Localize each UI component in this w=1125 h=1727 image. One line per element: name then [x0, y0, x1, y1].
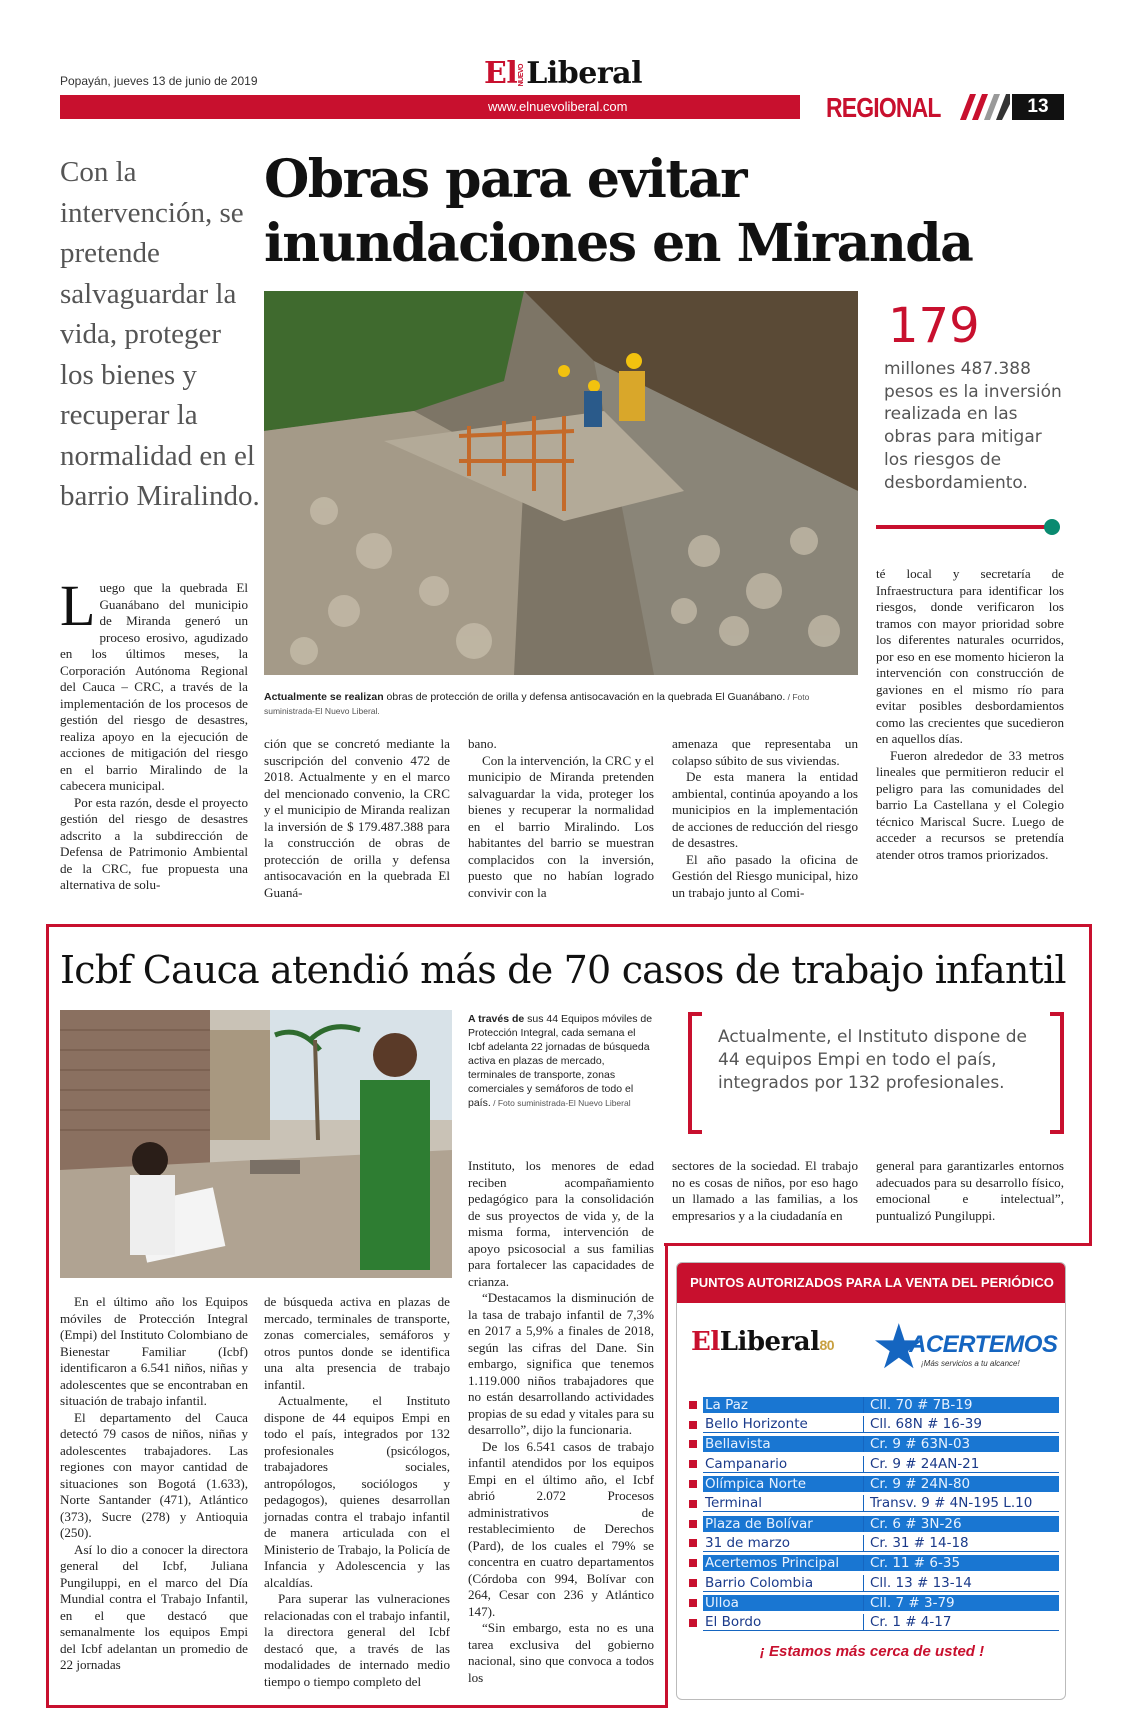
sales-point-row [685, 1553, 1059, 1573]
sales-points-ad [676, 1262, 1066, 1700]
bullet-icon [689, 1539, 697, 1547]
sales-point-address: Cr. 1 # 4-17 [863, 1614, 1059, 1631]
sales-point-row [685, 1593, 1059, 1613]
newspaper-logo[interactable]: ElNUEVOLiberal [484, 56, 642, 91]
sales-point-row [685, 1454, 1059, 1474]
stat-text: millones 487.388 pesos es la inversión realizada en las obras para mitigar los riesgos de desbordamiento. [884, 359, 1062, 493]
ad-liberal-logo: ElLiberal80 [691, 1327, 835, 1357]
sales-point-name: Bello Horizonte [703, 1416, 863, 1433]
sales-point-row [685, 1435, 1059, 1455]
article2-column-5: general para garantizarles entornos adecuados para su desarrollo físico, emocional e intelectual”, puntualizó Pungiluppi. [876, 1158, 1064, 1223]
bullet-icon [689, 1579, 697, 1587]
bullet-icon [689, 1619, 697, 1627]
sales-point-name: Acertemos Principal [703, 1555, 863, 1571]
drop-cap: L [60, 573, 96, 638]
sales-point-name: Plaza de Bolívar [703, 1516, 863, 1532]
sales-point-name: La Paz [703, 1397, 863, 1413]
sales-point-row [685, 1573, 1059, 1593]
sales-point-row [685, 1613, 1059, 1633]
sales-point-name: Olímpica Norte [703, 1476, 863, 1492]
sales-point-row [685, 1395, 1059, 1415]
sales-point-address: Cll. 13 # 13-14 [863, 1575, 1059, 1592]
sales-point-row [685, 1514, 1059, 1534]
sales-point-address: Cr. 6 # 3N-26 [863, 1516, 1059, 1532]
bullet-icon [689, 1401, 697, 1409]
sales-point-address: Cr. 9 # 24N-80 [863, 1476, 1059, 1492]
bracket-left [688, 1012, 702, 1134]
article2-column-4: sectores de la sociedad. El trabajo no es cosas de niños, por eso hago un llamado a las familias, a los empresarios y a la ciudadanía en [672, 1158, 858, 1223]
sales-point-address: Cll. 70 # 7B-19 [863, 1397, 1059, 1413]
sales-point-row [685, 1415, 1059, 1435]
bullet-icon [689, 1500, 697, 1508]
pull-quote: Con la intervención, se pretende salvaguardar la vida, proteger los bienes y recuperar la normalidad en el barrio Miralindo. [60, 156, 260, 512]
bullet-icon [689, 1440, 697, 1448]
article2-frame-mid [664, 1243, 1092, 1246]
article1-column-5: té local y secretaría de Infraestructura para identificar los riesgos, donde verificaron los tramos con mayor prioridad sobre los diferentes naturales ocurridos, por eso en ese momento hicieron la intervención con construcción de gaviones en el mismo río para evitar posibles desbordamientos como las crecientes que sucedieron en aquellos días. Fueron alrededor de 33 metros lineales que permitieron reducir el peligro para las comunidades del barrio La Castellana y el Colegio técnico Mariscal Sucre. Luego de acceder a recursos se pretendía atender otros tramos priorizados. [876, 566, 1064, 862]
sales-point-name: Ulloa [703, 1595, 863, 1611]
bullet-icon [689, 1421, 697, 1429]
stat-dot-icon [1044, 519, 1060, 535]
sales-point-name: Barrio Colombia [703, 1575, 863, 1592]
sales-point-name: Bellavista [703, 1436, 863, 1452]
website-link[interactable]: www.elnuevoliberal.com [488, 99, 628, 114]
star-icon: ★ [871, 1314, 927, 1382]
icbf-photo [60, 1010, 452, 1278]
ad-heading: PUNTOS AUTORIZADOS PARA LA VENTA DEL PERIÓDICO [677, 1263, 1066, 1303]
highlight-quote [688, 1012, 1064, 1134]
article1-column-4: amenaza que representaba un colapso súbito de sus viviendas. De esta manera la entidad ambiental, continúa apoyando a los municipios en la implementación de acciones de reducción del riesgo de desastres. El año pasado la oficina de Gestión del Riesgo municipal, hizo un trabajo junto al Comi- [672, 736, 858, 900]
sales-point-name: Terminal [703, 1495, 863, 1512]
sales-point-address: Transv. 9 # 4N-195 L.10 [863, 1495, 1059, 1512]
stat-number: 179 [888, 298, 980, 354]
issue-date: Popayán, jueves 13 de junio de 2019 [60, 74, 258, 88]
headline: Obras para evitar inundaciones en Miranda [264, 149, 973, 274]
sales-point-row [685, 1494, 1059, 1514]
photo-caption-2: A través de sus 44 Equipos móviles de Protección Integral, cada semana el Icbf adelanta 22 jornadas de búsqueda activa en plazas de mercado, terminales de transporte, zonas comerciales y semáforos de todo el país. / Foto suministrada-El Nuevo Liberal [468, 1013, 653, 1109]
construction-photo [264, 291, 858, 675]
stat-divider [876, 525, 1046, 529]
stripes-decoration [960, 94, 1010, 120]
article2-column-1: En el último año los Equipos móviles de Protección Integral (Empi) del Instituto Colombiano de Bienestar Familiar (Icbf) identificaron a 6.541 niños, niñas y adolescentes que se encontraban en situación de trabajo infantil. El departamento del Cauca detectó 79 casos de niños, niñas y adolescentes trabajadores. Las regiones con mayor cantidad de situaciones son Bogotá (1.633), Norte Santander (471), Atlántico (373), Sucre (278) y Antioquia (250). Así lo dio a conocer la directora general del Icbf, Juliana Pungiluppi, en el marco del Día Mundial contra el Trabajo Infantil, en el que destacó que semanalmente los equipos Empi del Icbf adelantan un promedio de 22 jornadas [60, 1294, 248, 1672]
ad-slogan: ¡ Estamos más cerca de usted ! [759, 1643, 985, 1660]
article1-column-3: bano. Con la intervención, la CRC y el municipio de Miranda pretenden salvaguardar la vida, proteger los bienes y recuperar la normalidad en el barrio Miralindo. Los habitantes del barrio se muestran complacidos con la inversión, puesto que no habían logrado convivir con la [468, 736, 654, 900]
sales-point-name: Campanario [703, 1456, 863, 1473]
bullet-icon [689, 1599, 697, 1607]
section-label: REGIONAL [826, 92, 941, 123]
bullet-icon [689, 1559, 697, 1567]
bracket-right [1050, 1012, 1064, 1134]
header-bar [60, 95, 800, 119]
sales-point-name: El Bordo [703, 1614, 863, 1631]
bullet-icon [689, 1480, 697, 1488]
sales-point-address: Cll. 7 # 3-79 [863, 1595, 1059, 1611]
sales-points-list [685, 1395, 1059, 1633]
article1-column-1: Luego que la quebrada El Guanábano del municipio de Miranda generó un proceso erosivo, agudizado en los últimos meses, la Corporación Autónoma Regional del Cauca – CRC, a través de la implementación de los procesos de gestión del riesgo de desastres, realiza apoyo en la ejecución de acciones de mitigación del riesgo en el barrio Miralindo de la cabecera municipal. Por esta razón, desde el proyecto gestión del riesgo de desastres adscrito a la subdirección de Defensa de Patrimonio Ambiental de la CRC, fue propuesta una alternativa de solu- [60, 573, 248, 892]
sales-point-address: Cr. 9 # 24AN-21 [863, 1456, 1059, 1473]
article1-column-2: ción que se concretó mediante la suscripción del convenio 472 de 2018. Actualmente y en el marco del mencionado convenio, la CRC y el municipio de Miranda realizan la inversión de $ 179.487.388 para la construcción de obras de protección de orilla y defensa antisocavación en la quebrada El Guaná- [264, 736, 450, 900]
article2-column-2: de búsqueda activa en plazas de mercado, terminales de transporte, zonas comerciales, semáforos y otros puntos donde se identifica una alta presencia de trabajo infantil. Actualmente, el Instituto dispone de 44 equipos Empi en todo el país, integrados por 132 profesionales (psicólogos, trabajadores sociales, antropólogos, sociólogos y pedagogos), quienes desarrollan jornadas contra el trabajo infantil de manera articulada con el Ministerio de Trabajo, la Policía de Infancia y Adolescencia y las alcaldías. Para superar las vulneraciones relacionadas con el trabajo infantil, la directora general del Icbf destacó que, a través de las modalidades de internado medio tiempo o tiempo completo del [264, 1294, 450, 1689]
acertemos-logo: ★ ACERTEMOS ¡Más servicios a tu alcance! [871, 1314, 1058, 1382]
photo-caption: Actualmente se realizan obras de protección de orilla y defensa antisocavación en la quebrada El Guanábano. / Foto suministrada-El Nuevo Liberal. [264, 691, 810, 716]
sales-point-address: Cll. 68N # 16-39 [863, 1416, 1059, 1433]
page-number: 13 [1012, 94, 1064, 120]
bullet-icon [689, 1520, 697, 1528]
sales-point-address: Cr. 11 # 6-35 [863, 1555, 1059, 1571]
bullet-icon [689, 1460, 697, 1468]
sales-point-row [685, 1534, 1059, 1554]
quote-text: Actualmente, el Instituto dispone de 44 equipos Empi en todo el país, integrados por 132 profesionales. [718, 1027, 1027, 1093]
article2-column-3: Instituto, los menores de edad reciben acompañamiento pedagógico para la consolidación de sus proyectos de vida y, de la misma forma, intervención de apoyo psicosocial a sus familias para fortalecer las capacidades de crianza. “Destacamos la disminución de la tasa de trabajo infantil de 7,3% en 2017 a 5,9% a finales de 2018, según las cifras del Dane. Sin embargo, significa que tenemos 1.119.000 niños trabajadores que no están desarrollando actividades propias de su edad y vitales para su desarrollo”, dijo la funcionaria. De los 6.541 casos de trabajo infantil atendidos por los equipos Empi en el último año, el Icbf abrió 2.072 Procesos administrativos de restablecimiento de Derechos (Pard), de los cuales el 79% se concentra en cuatro departamentos (Córdoba con 994, Bolívar con 264, Cesar con 236 y Atlántico 147). “Sin embargo, esta no es una tarea exclusiva del gobierno nacional, sino que convoca a todos los [468, 1158, 654, 1685]
sales-point-name: 31 de marzo [703, 1535, 863, 1552]
sales-point-address: Cr. 31 # 14-18 [863, 1535, 1059, 1552]
sales-point-row [685, 1474, 1059, 1494]
headline-2: Icbf Cauca atendió más de 70 casos de trabajo infantil [60, 948, 1066, 992]
sales-point-address: Cr. 9 # 63N-03 [863, 1436, 1059, 1452]
